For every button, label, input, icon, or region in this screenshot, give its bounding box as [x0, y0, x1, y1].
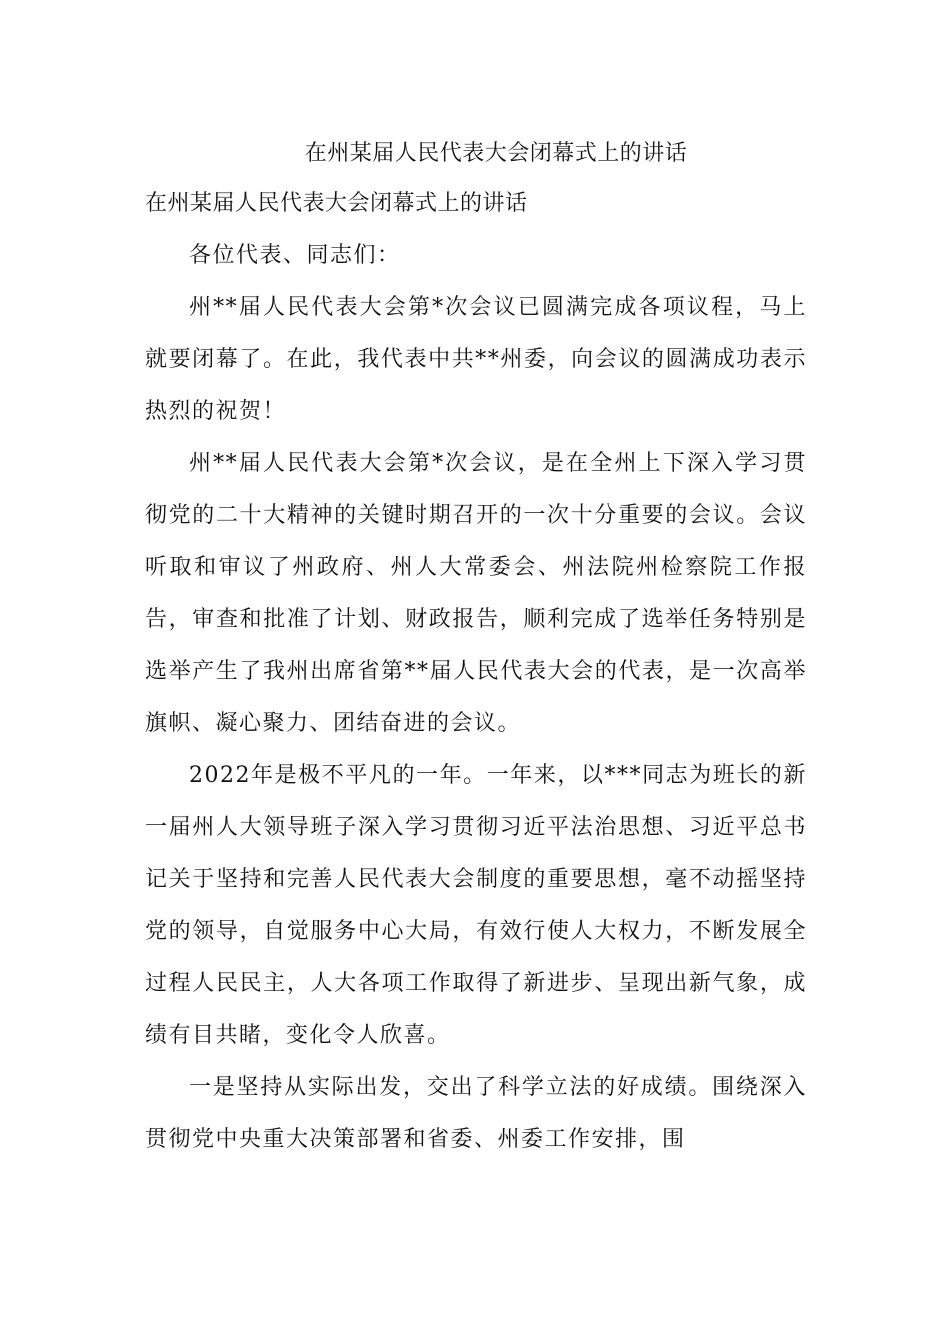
paragraph-salutation: 各位代表、同志们：	[189, 243, 401, 268]
document-subtitle: 在州某届人民代表大会闭幕式上的讲话	[145, 191, 528, 216]
document-body	[145, 130, 807, 1166]
paragraph-meeting-summary: 州**届人民代表大会第*次会议，是在全州上下深入学习贯彻党的二十大精神的关键时期召开的一次十分重要的会议。会议听取和审议了州政府、州人大常委会、州法院州检察院工作报告，审查和批准了计划、财政报告，顺利完成了选举任务特别是选举产生了我州出席省第**届人民代表大会的代表，是一次高举旗帜、凝心聚力、团结奋进的会议。	[145, 451, 807, 736]
paragraph-legislation: 一是坚持从实际出发，交出了科学立法的好成绩。围绕深入贯彻党中央重大决策部署和省委、州委工作安排，围	[145, 1075, 807, 1152]
document-title: 在州某届人民代表大会闭幕式上的讲话	[304, 141, 688, 166]
paragraph-year-review: 2022年是极不平凡的一年。一年来，以***同志为班长的新一届州人大领导班子深入学习贯彻习近平法治思想、习近平总书记关于坚持和完善人民代表大会制度的重要思想，毫不动摇坚持党的领导，自觉服务中心大局，有效行使人大权力，不断发展全过程人民民主，人大各项工作取得了新进步、呈现出新气象，成绩有目共睹，变化令人欣喜。	[145, 763, 807, 1048]
paragraph-opening: 州**届人民代表大会第*次会议已圆满完成各项议程，马上就要闭幕了。在此，我代表中共**州委，向会议的圆满成功表示热烈的祝贺！	[145, 295, 807, 424]
